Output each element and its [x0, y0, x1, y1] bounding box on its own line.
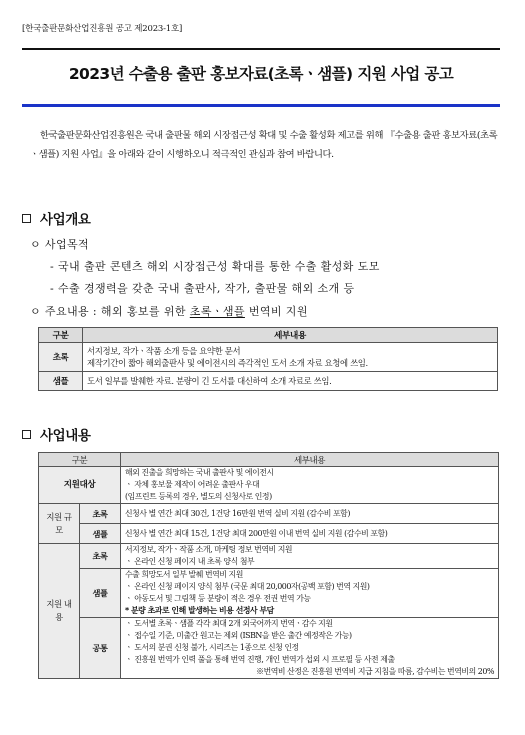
cell-line: 도서 일부를 발췌한 자료. 분량이 긴 도서를 대신하여 소개 자료로 쓰임. — [87, 375, 332, 386]
table-row — [39, 524, 499, 544]
overview-row-type: 샘플 — [39, 372, 83, 391]
content-row-type: 샘플 — [80, 569, 121, 618]
cell-line: ※번역비 산정은 진흥원 번역비 지급 지침을 따름, 감수비는 번역비의 20% — [256, 667, 494, 676]
intro-paragraph — [30, 126, 500, 164]
main-content-line — [30, 303, 308, 319]
overview-table — [38, 327, 498, 391]
overview-row-detail — [83, 372, 498, 391]
details-col-type: 구분 — [39, 453, 121, 467]
cell-line: 신청사 별 연간 최대 30건, 1건당 16만원 번역 실비 지원 (감수비 포함) — [125, 508, 350, 518]
eligibility-label: 지원대상 — [39, 467, 121, 504]
cell-line: 서지정보, 작가ㆍ작품 소개 등을 요약한 문서 — [87, 345, 241, 356]
section-heading-details — [22, 424, 91, 444]
eligibility-detail — [121, 467, 499, 504]
table-row — [39, 343, 498, 372]
notice-number: [한국출판문화산업진흥원 공고 제2023-1호] — [22, 24, 183, 34]
content-label: 지원 내용 — [39, 544, 80, 679]
content-row-type: 초록 — [80, 544, 121, 569]
cell-line-bold: * 분량 초과로 인해 발생하는 비용 선정사 부담 — [125, 606, 274, 615]
title-top-rule — [22, 48, 500, 50]
section-heading-overview — [22, 208, 91, 228]
section-heading-text: 사업개요 — [40, 212, 91, 228]
content-row-detail — [121, 569, 499, 618]
table-row — [39, 618, 499, 679]
purpose-label: ㅇ 사업목적 — [30, 238, 90, 251]
intro-text: 한국출판문화산업진흥원은 국내 출판물 해외 시장접근성 확대 및 수출 활성화 제고를 위해 『수출용 출판 홍보자료(초록ㆍ샘플) 지원 사업』을 아래와 같이 시행하오니 적극적인 관심과 참여 바랍니다. — [30, 130, 498, 160]
main-content-underlined: 초록ㆍ샘플 — [189, 305, 245, 318]
cell-line: ㆍ 도서의 분권 신청 불가, 시리즈는 1종으로 신청 인정 — [125, 643, 299, 652]
details-col-detail: 세부내용 — [121, 453, 499, 467]
cell-line: 수출 희망도서 일부 발췌 번역비 지원 — [125, 570, 243, 579]
cell-line: ㆍ 아동도서 및 그림책 등 분량이 적은 경우 전권 번역 가능 — [125, 594, 311, 603]
cell-line: 서지정보, 작가ㆍ작품 소개, 마케팅 정보 번역비 지원 — [125, 545, 293, 554]
cell-line: ㆍ 진흥원 번역가 인력 풀을 통해 번역 진행, 개인 번역가 섭외 시 프로필 등 사전 제출 — [125, 655, 395, 664]
table-row — [39, 544, 499, 569]
section-heading-text: 사업내용 — [40, 428, 91, 444]
checkbox-square-icon — [22, 430, 31, 439]
scale-row-detail — [121, 524, 499, 544]
main-content-prefix: ㅇ 주요내용 : 해외 홍보를 위한 — [30, 305, 190, 318]
content-row-detail — [121, 618, 499, 679]
overview-row-type: 초록 — [39, 343, 83, 372]
main-content-suffix: 번역비 지원 — [244, 305, 308, 318]
scale-row-type: 초록 — [80, 504, 121, 524]
overview-col-detail: 세부내용 — [83, 328, 498, 343]
cell-line: ㆍ 온라인 신청 페이지 양식 첨부 (국문 최대 20,000자(공백 포함) 번역 지원) — [125, 582, 370, 591]
overview-col-type: 구분 — [39, 328, 83, 343]
cell-line: (임프린트 등록의 경우, 별도의 신청사로 인정) — [125, 492, 272, 501]
cell-line: ㆍ 온라인 신청 페이지 내 초록 양식 첨부 — [125, 557, 255, 566]
cell-line: 신청사 별 연간 최대 15건, 1건당 최대 200만원 이내 번역 실비 지원 (감수비 포함) — [125, 528, 388, 538]
cell-line: 제작기간이 짧아 해외출판사 및 에이전시의 즉각적인 도서 소개 자료 요청에 쓰임. — [87, 358, 368, 368]
overview-row-detail — [83, 343, 498, 372]
table-row — [39, 569, 499, 618]
content-row-type: 공통 — [80, 618, 121, 679]
purpose-item-2: - 수출 경쟁력을 갖춘 국내 출판사, 작가, 출판물 해외 소개 등 — [50, 282, 355, 295]
scale-row-type: 샘플 — [80, 524, 121, 544]
purpose-item-1: - 국내 출판 콘텐츠 해외 시장접근성 확대를 통한 수출 활성화 도모 — [50, 260, 380, 273]
checkbox-square-icon — [22, 214, 31, 223]
cell-line: ㆍ 접수일 기준, 미출간 원고는 제외 (ISBN을 받은 출간 예정작은 가능) — [125, 631, 352, 640]
title-bottom-rule — [22, 104, 500, 107]
table-row — [39, 504, 499, 524]
table-row — [39, 467, 499, 504]
details-table — [38, 452, 499, 679]
cell-line: ㆍ 도서별 초록ㆍ샘플 각각 최대 2개 외국어까지 번역ㆍ감수 지원 — [125, 619, 333, 628]
table-row — [39, 372, 498, 391]
content-row-detail — [121, 544, 499, 569]
scale-label: 지원 규모 — [39, 504, 80, 544]
cell-line: ㆍ 자체 홍보물 제작이 어려운 출판사 우대 — [125, 480, 260, 489]
scale-row-detail — [121, 504, 499, 524]
document-title: 2023년 수출용 출판 홍보자료(초록ㆍ샘플) 지원 사업 공고 — [68, 65, 454, 83]
cell-line: 해외 진출을 희망하는 국내 출판사 및 에이전시 — [125, 468, 274, 477]
